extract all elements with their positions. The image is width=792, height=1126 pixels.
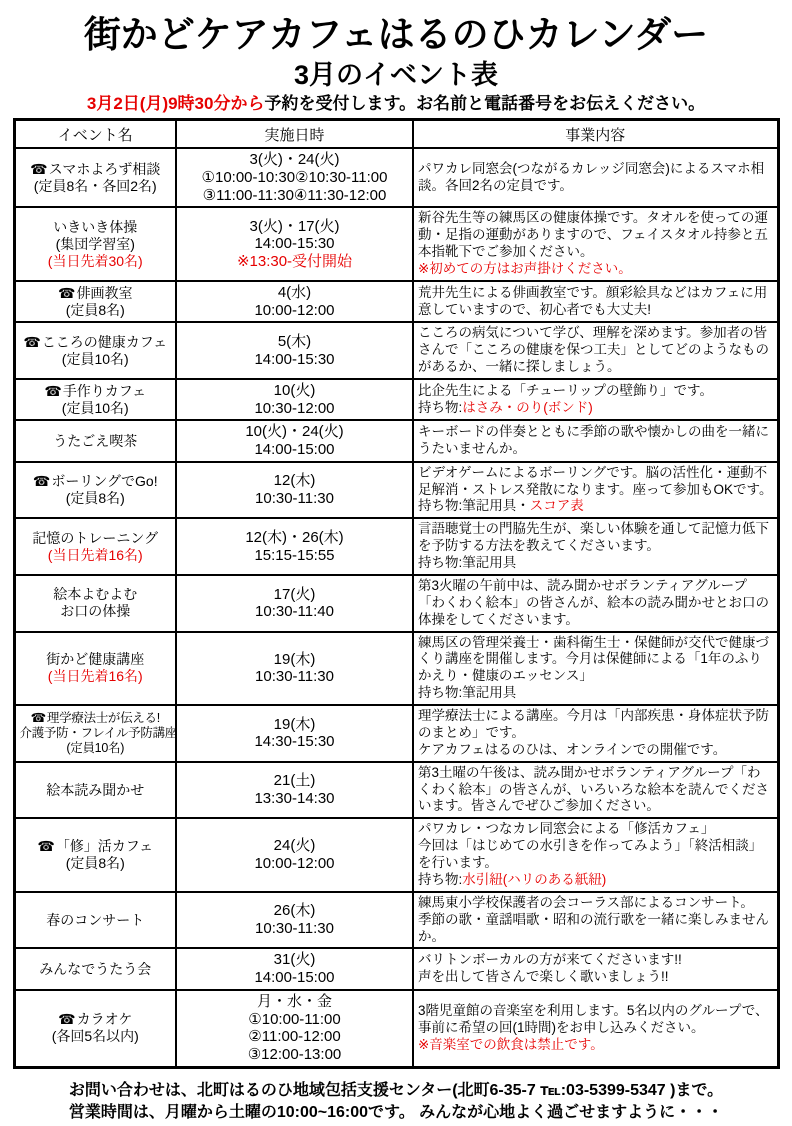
date-line xyxy=(181,382,408,400)
footer-contact-line: お問い合わせは、北町はるのひ地域包括支援センター(北町6-35-7 ℡:03-5399-5347 )まで。 xyxy=(68,1081,724,1099)
flyer-page xyxy=(0,14,792,1126)
text: 10:30-11:30 xyxy=(255,668,334,686)
name-line xyxy=(20,1011,172,1028)
text: (定員10名) xyxy=(66,741,125,756)
text: 31(火) xyxy=(273,951,316,969)
text-red: スコア表 xyxy=(529,498,584,514)
text: 15:15-15:55 xyxy=(254,546,335,564)
event-name-cell xyxy=(14,322,176,379)
date-line xyxy=(181,716,408,734)
desc-line xyxy=(418,578,773,629)
name-line xyxy=(20,668,172,685)
text: 10(火) xyxy=(273,381,316,399)
desc-line xyxy=(418,895,773,912)
text: バリトンボーカルの方が来てくださいます!! xyxy=(418,952,682,968)
event-desc-cell xyxy=(413,632,778,706)
reservation-notice xyxy=(0,95,792,114)
name-line xyxy=(20,838,172,855)
date-line xyxy=(181,603,408,621)
text: 24(火) xyxy=(273,837,316,855)
text: 14:30-15:30 xyxy=(254,733,335,751)
phone-icon: ☎ xyxy=(58,284,76,301)
name-line xyxy=(20,961,172,978)
event-desc-cell xyxy=(413,518,778,575)
desc-line xyxy=(418,424,773,458)
text: 14:00-15:00 xyxy=(254,441,335,459)
event-desc-cell xyxy=(413,575,778,632)
text: 俳画教室 xyxy=(76,284,133,301)
table-row xyxy=(14,818,778,892)
name-line xyxy=(20,161,172,178)
text: 手作りカフェ xyxy=(62,382,147,399)
desc-line xyxy=(418,685,773,702)
text: 12(木) xyxy=(273,472,316,490)
text: 絵本読み聞かせ xyxy=(46,781,145,798)
date-line xyxy=(181,284,408,302)
event-name-cell xyxy=(14,207,176,281)
date-line xyxy=(181,1011,408,1029)
name-line xyxy=(20,603,172,620)
desc-line xyxy=(418,210,773,261)
date-line xyxy=(181,423,408,441)
text-red: はさみ・のり(ボンド) xyxy=(462,399,593,415)
header-row xyxy=(14,119,778,148)
desc-line xyxy=(418,872,773,889)
phone-icon: ☎ xyxy=(44,382,62,399)
date-line xyxy=(181,733,408,751)
text: パワカレ・つなカレ同窓会による「修活カフェ」 xyxy=(418,821,715,837)
name-line xyxy=(20,400,172,417)
phone-icon: ☎ xyxy=(58,1011,76,1028)
desc-line xyxy=(418,521,773,555)
table-row xyxy=(14,322,778,379)
event-name-cell xyxy=(14,518,176,575)
event-desc-cell xyxy=(413,705,778,762)
event-date-cell xyxy=(176,818,413,892)
desc-line xyxy=(418,400,773,417)
text: 14:00-15:30 xyxy=(254,235,335,253)
date-line xyxy=(181,1028,408,1046)
text: 第3土曜の午後は、読み聞かせボランティアグループ「わくわく絵本」の皆さんが、いろいろな絵本を読んでくださいます。皆さんでぜひご参加ください。 xyxy=(418,764,769,814)
date-line xyxy=(181,668,408,686)
date-line xyxy=(181,837,408,855)
date-line xyxy=(181,902,408,920)
event-date-cell xyxy=(176,575,413,632)
text: 21(土) xyxy=(273,772,316,790)
date-line xyxy=(181,472,408,490)
desc-line xyxy=(418,383,773,400)
table-row xyxy=(14,575,778,632)
event-date-cell xyxy=(176,705,413,762)
text: (定員10名) xyxy=(61,399,129,416)
table-row xyxy=(14,892,778,949)
text: ボーリングでGo! xyxy=(51,472,158,489)
text: (定員10名) xyxy=(61,350,129,367)
text: いきいき体操 xyxy=(53,218,138,235)
desc-line xyxy=(418,498,773,515)
event-name-cell xyxy=(14,281,176,322)
text: (定員8名・各回2名) xyxy=(33,177,157,194)
text: ③12:00-13:00 xyxy=(247,1045,342,1063)
text: 10:30-11:40 xyxy=(255,603,334,621)
desc-line xyxy=(418,161,773,195)
name-line xyxy=(20,383,172,400)
date-line xyxy=(181,855,408,873)
event-desc-cell xyxy=(413,818,778,892)
event-desc-cell xyxy=(413,379,778,420)
date-line xyxy=(181,969,408,987)
col-header-description: 事業内容 xyxy=(413,119,778,148)
event-date-cell xyxy=(176,207,413,281)
name-line xyxy=(20,741,172,756)
page-title: 街かどケアカフェはるのひカレンダー xyxy=(83,14,709,55)
text: 10(火)・24(火) xyxy=(245,423,344,441)
event-date-cell xyxy=(176,379,413,420)
text: 第3火曜の午前中は、読み聞かせボランティアグループ「わくわく絵本」の皆さんが、絵本の読み聞かせとお口の体操をしてくださいます。 xyxy=(418,577,769,627)
date-line xyxy=(181,586,408,604)
text: 26(木) xyxy=(273,902,316,920)
event-date-cell xyxy=(176,462,413,519)
text: 10:30-11:30 xyxy=(255,920,334,938)
name-line xyxy=(20,1028,172,1045)
text: お口の体操 xyxy=(60,603,131,620)
text: (定員8名) xyxy=(65,855,125,872)
desc-line xyxy=(418,1003,773,1037)
phone-icon: ☎ xyxy=(30,710,46,725)
table-row xyxy=(14,148,778,207)
date-line xyxy=(181,1046,408,1064)
event-name-cell xyxy=(14,948,176,989)
date-line xyxy=(181,951,408,969)
table-row xyxy=(14,762,778,819)
text-red: ※音楽室での飲食は禁止です。 xyxy=(418,1036,604,1052)
text: 19(木) xyxy=(273,715,316,733)
date-line xyxy=(181,441,408,459)
date-line xyxy=(181,490,408,508)
text-red: (当日先着16名) xyxy=(47,546,143,563)
desc-line xyxy=(418,742,773,759)
name-line xyxy=(20,530,172,547)
date-line xyxy=(181,253,408,271)
name-line xyxy=(20,490,172,507)
event-date-cell xyxy=(176,990,413,1067)
col-header-date-time: 実施日時 xyxy=(176,119,413,148)
text: 19(木) xyxy=(273,650,316,668)
event-name-cell xyxy=(14,762,176,819)
text: 持ち物:筆記用具・ xyxy=(418,498,530,514)
desc-line xyxy=(418,285,773,319)
text: 持ち物: xyxy=(418,871,463,887)
event-name-cell xyxy=(14,462,176,519)
text: 声を出して皆さんで楽しく歌いましょう!! xyxy=(418,969,669,985)
text: 新谷先生等の練馬区の健康体操です。タオルを使っての運動・足指の運動がありますので、フェイスタオル持参と五本指靴下でご参加ください。 xyxy=(418,210,768,260)
event-date-cell xyxy=(176,281,413,322)
text: 13:30-14:30 xyxy=(254,790,335,808)
text: 春のコンサート xyxy=(46,911,145,928)
text: 10:30-12:00 xyxy=(254,399,335,417)
text: パワカレ同窓会(つながるカレッジ同窓会)によるスマホ相談。各回2名の定員です。 xyxy=(418,161,765,193)
text: 17(火) xyxy=(273,585,316,603)
event-table-body xyxy=(14,148,778,1067)
date-line xyxy=(181,920,408,938)
desc-line xyxy=(418,635,773,686)
event-desc-cell xyxy=(413,948,778,989)
date-line xyxy=(181,651,408,669)
date-line xyxy=(181,151,408,169)
text: 理学療法士による講座。今月は「内部疾患・身体症状予防のまとめ」です。 xyxy=(418,708,769,740)
name-line xyxy=(20,178,172,195)
text: こころの健康カフェ xyxy=(41,333,168,350)
text: 季節の歌・童謡唱歌・昭和の流行歌を一緒に楽しみませんか。 xyxy=(418,911,769,944)
desc-line xyxy=(418,952,773,969)
event-name-cell xyxy=(14,575,176,632)
event-desc-cell xyxy=(413,420,778,461)
event-desc-cell xyxy=(413,322,778,379)
date-line xyxy=(181,169,408,187)
text: 3(火)・24(火) xyxy=(249,151,340,169)
text: 4(水) xyxy=(277,283,312,301)
reservation-notice-rest: 予約を受付します。お名前と電話番号をお伝えください。 xyxy=(264,94,706,114)
desc-line xyxy=(418,821,773,838)
text: 街かど健康講座 xyxy=(46,651,145,668)
text: (定員8名) xyxy=(65,490,125,507)
event-date-cell xyxy=(176,762,413,819)
event-name-cell xyxy=(14,705,176,762)
text: 介護予防・フレイル予防講座 xyxy=(19,725,177,740)
event-date-cell xyxy=(176,518,413,575)
text: 「修」活カフェ xyxy=(55,838,154,855)
event-date-cell xyxy=(176,322,413,379)
col-header-event-name: イベント名 xyxy=(14,119,176,148)
text: こころの病気について学び、理解を深めます。参加者の皆さんで「こころの健康を保つ工夫」としてどのようなものがあるか、一緒に探しましょう。 xyxy=(418,325,769,375)
event-desc-cell xyxy=(413,762,778,819)
event-table-header xyxy=(14,119,778,148)
text: 今回は「はじめての水引きを作ってみよう」「終活相談」を行います。 xyxy=(418,838,763,871)
text: (定員8名) xyxy=(65,301,125,318)
text: 14:00-15:30 xyxy=(254,350,335,368)
event-date-cell xyxy=(176,892,413,949)
text: ②11:00-12:00 xyxy=(248,1028,341,1046)
text: ①10:00-10:30②10:30-11:00 xyxy=(201,169,388,187)
event-name-cell xyxy=(14,818,176,892)
name-line xyxy=(20,236,172,253)
text: 荒井先生による俳画教室です。顔彩絵具などはカフェに用意していますので、初心者でも大丈夫! xyxy=(418,284,768,317)
table-row xyxy=(14,632,778,706)
text: 持ち物: xyxy=(418,399,463,415)
event-name-cell xyxy=(14,990,176,1067)
table-row xyxy=(14,705,778,762)
text: 10:00-12:00 xyxy=(254,301,335,319)
event-desc-cell xyxy=(413,148,778,207)
date-line xyxy=(181,302,408,320)
name-line xyxy=(20,912,172,929)
text: 5(木) xyxy=(277,332,312,350)
event-desc-cell xyxy=(413,207,778,281)
desc-line xyxy=(418,325,773,376)
text: 練馬区の管理栄養士・歯科衛生士・保健師が交代で健康づくり講座を開催します。今月は保健師による「1年のふりかえり・健康のエッセンス」 xyxy=(418,634,769,684)
table-row xyxy=(14,379,778,420)
text-red: ※13:30-受付開始 xyxy=(236,253,353,271)
text: ①10:00-11:00 xyxy=(248,1010,341,1028)
date-line xyxy=(181,400,408,418)
event-desc-cell xyxy=(413,990,778,1067)
event-date-cell xyxy=(176,632,413,706)
name-line xyxy=(19,725,177,741)
event-date-cell xyxy=(176,420,413,461)
text: 12(木)・26(木) xyxy=(245,528,344,546)
date-line xyxy=(181,790,408,808)
text: ③11:00-11:30④11:30-12:00 xyxy=(202,186,387,204)
desc-line xyxy=(418,838,773,872)
text: 10:30-11:30 xyxy=(255,490,334,508)
date-line xyxy=(181,187,408,205)
page-subtitle: 3月のイベント表 xyxy=(293,59,499,90)
desc-line xyxy=(418,465,773,499)
desc-line xyxy=(418,765,773,816)
footer xyxy=(0,1080,792,1125)
phone-icon: ☎ xyxy=(32,472,51,489)
text: 持ち物:筆記用具 xyxy=(418,555,517,571)
text-red: (当日先着30名) xyxy=(47,252,143,269)
date-line xyxy=(181,333,408,351)
text: 14:00-15:00 xyxy=(254,969,335,987)
text-red: ※初めての方はお声掛けください。 xyxy=(418,261,632,277)
text: 3階児童館の音楽室を利用します。5名以内のグループで、事前に希望の回(1時間)をお申し込みください。 xyxy=(418,1002,769,1035)
table-row xyxy=(14,948,778,989)
date-line xyxy=(181,547,408,565)
phone-icon: ☎ xyxy=(30,160,48,177)
name-line xyxy=(20,433,172,450)
table-row xyxy=(14,518,778,575)
desc-line xyxy=(418,912,773,946)
name-line xyxy=(20,334,172,351)
event-table xyxy=(13,118,780,1069)
reservation-notice-highlight: 3月2日(月)9時30分から xyxy=(86,94,265,114)
name-line xyxy=(20,253,172,270)
text: 月・水・金 xyxy=(256,992,332,1010)
desc-line xyxy=(418,555,773,572)
table-row xyxy=(14,990,778,1067)
text-red: 水引紐(ハリのある紙紐) xyxy=(462,871,607,887)
text: 練馬東小学校保護者の会コーラス部によるコンサート。 xyxy=(418,894,754,910)
text: 言語聴覚士の門脇先生が、楽しい体験を通して記憶力低下を予防する方法を教えてくださいます。 xyxy=(418,521,769,554)
event-desc-cell xyxy=(413,462,778,519)
event-name-cell xyxy=(14,892,176,949)
name-line xyxy=(20,547,172,564)
name-line xyxy=(20,219,172,236)
text: ビデオゲームによるボーリングです。脳の活性化・運動不足解消・ストレス発散になります。座って参加もOKです。 xyxy=(418,464,773,497)
date-line xyxy=(181,218,408,236)
text: うたごえ喫茶 xyxy=(53,432,138,449)
name-line xyxy=(20,586,172,603)
desc-line xyxy=(418,969,773,986)
date-line xyxy=(181,351,408,369)
text: 絵本よむよむ xyxy=(53,586,138,603)
name-line xyxy=(20,855,172,872)
event-date-cell xyxy=(176,148,413,207)
table-row xyxy=(14,420,778,461)
name-line xyxy=(20,285,172,302)
text: みんなでうたう会 xyxy=(39,960,152,977)
text: 理学療法士が伝える! xyxy=(46,710,160,725)
text: 記憶のトレーニング xyxy=(32,529,159,546)
desc-line xyxy=(418,261,773,278)
text: キーボードの伴奏とともに季節の歌や懐かしの曲を一緒にうたいませんか。 xyxy=(418,424,769,457)
event-desc-cell xyxy=(413,281,778,322)
text: 持ち物:筆記用具 xyxy=(418,685,517,701)
footer-hours-line: 営業時間は、月曜から土曜の10:00~16:00です。 みんなが心地よく過ごせますように・・・ xyxy=(68,1104,724,1121)
desc-line xyxy=(418,1037,773,1054)
desc-line xyxy=(418,708,773,742)
name-line xyxy=(20,351,172,368)
text: (集団学習室) xyxy=(55,235,135,252)
text: カラオケ xyxy=(76,1011,133,1028)
text: 10:00-12:00 xyxy=(254,855,335,873)
event-desc-cell xyxy=(413,892,778,949)
text: (各回5名以内) xyxy=(51,1028,139,1045)
text-red: (当日先着16名) xyxy=(47,668,143,685)
phone-icon: ☎ xyxy=(37,838,55,855)
text: 3(火)・17(火) xyxy=(249,217,340,235)
date-line xyxy=(181,529,408,547)
text: 比企先生による「チューリップの壁飾り」です。 xyxy=(418,382,713,398)
phone-icon: ☎ xyxy=(23,333,41,350)
date-line xyxy=(181,235,408,253)
date-line xyxy=(181,772,408,790)
name-line xyxy=(20,302,172,319)
event-name-cell xyxy=(14,632,176,706)
event-name-cell xyxy=(14,420,176,461)
event-date-cell xyxy=(176,948,413,989)
name-line xyxy=(20,782,172,799)
date-line xyxy=(181,993,408,1011)
table-row xyxy=(14,281,778,322)
event-name-cell xyxy=(14,148,176,207)
name-line xyxy=(20,473,172,490)
table-row xyxy=(14,207,778,281)
name-line xyxy=(20,651,172,668)
name-line xyxy=(20,711,172,726)
text: スマホよろず相談 xyxy=(48,160,161,177)
event-name-cell xyxy=(14,379,176,420)
table-row xyxy=(14,462,778,519)
text: ケアカフェはるのひは、オンラインでの開催です。 xyxy=(418,741,727,757)
